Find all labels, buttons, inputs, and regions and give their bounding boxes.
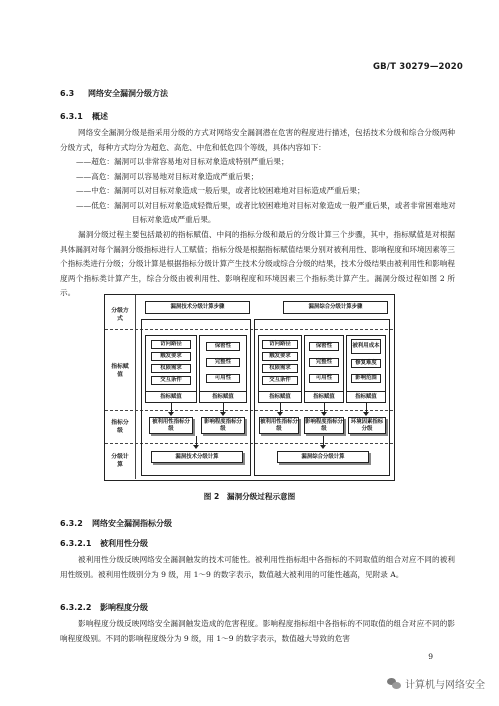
section-title: 概述 xyxy=(92,112,108,121)
arrow-head xyxy=(193,445,199,449)
group-footer: 指标赋值 xyxy=(200,391,246,402)
section-number: 6.3.2.2 xyxy=(60,603,92,612)
right-exploitability-group xyxy=(258,335,302,403)
item-confidentiality: 保密性 xyxy=(206,342,240,351)
arrow-head xyxy=(320,445,326,449)
overview-paragraph-2: 漏洞分级过程主要包括最初的指标赋值、中间的指标分级和最后的分级计算三个步骤，其中，指标赋值是对根据具体漏洞对每个漏洞分级指标进行人工赋值；指标分级是根据指标赋值结果分别对被利用性、影响程度和环境因素等三个指标类进行分级；分级计算是根据指标分级计算产生技术分级或综合分级的结果，技术分级结果由被利用性和影响程度两个指标类计算产生，综合分级由被利用性、影响程度和环境因素三个指标类计算产生。漏洞分级过程如图 2 所示。 xyxy=(60,230,455,298)
group-footer: 指标赋值 xyxy=(305,391,343,402)
exploitability-paragraph: 被利用性分级反映网络安全漏洞触发的技术可能性。被利用性指标组中各指标的不同取值的组合对应不同的被利用性级别。被利用性级别分为 9 级，用 1～9 的数字表示，数值越大被利用的可能性越高，见附录 A。 xyxy=(60,555,455,579)
row-label-assignment: 指标赋值 xyxy=(111,364,129,378)
item-impact-scope: 影响范围 xyxy=(351,374,381,383)
item-exploitation-cost: 被利用成本 xyxy=(351,339,381,354)
group-footer: 指标赋值 xyxy=(347,391,385,402)
comprehensive-method-box: 漏洞综合分级计算步骤 xyxy=(283,301,388,314)
watermark-text: 计算机与网络安全 xyxy=(405,680,485,691)
row-label-method: 分级方式 xyxy=(111,308,129,322)
section-title: 被利用性分级 xyxy=(100,539,148,548)
item-privilege-requirement: 权限需求 xyxy=(262,364,298,373)
left-exploitability-grading-box: 被利用性指标分级 xyxy=(149,417,193,434)
right-environment-group xyxy=(346,335,386,403)
left-impact-grading-box: 影响程度指标分级 xyxy=(201,417,245,434)
left-exploitability-group xyxy=(145,335,197,403)
technical-method-box: 漏洞技术分级计算步骤 xyxy=(145,301,250,314)
figure-divider xyxy=(135,295,136,479)
comprehensive-calculation-box: 漏洞综合分级计算 xyxy=(277,451,369,463)
item-interaction-condition: 交互条件 xyxy=(151,376,191,385)
right-exploitability-grading-box: 被利用性指标分级 xyxy=(259,417,299,434)
level-item-medium: ——中危：漏洞可以对目标对象造成一般后果，或者比较困难地对目标造成严重后果； xyxy=(76,186,365,196)
item-interaction-condition: 交互条件 xyxy=(262,376,298,385)
section-6-3-2-1-heading xyxy=(60,538,148,549)
impact-paragraph: 影响程度分级反映网络安全漏洞触发造成的危害程度。影响程度指标组中各指标的不同取值的组合对应不同的影响程度级别。不同的影响程度级分为 9 级，用 1～9 的数字表示，数值越大导致的危害 xyxy=(60,619,455,643)
row-label-grading: 指标分级 xyxy=(111,420,129,434)
figure-caption: 图 2 漏洞分级过程示意图 xyxy=(203,492,296,501)
section-6-3-heading xyxy=(60,88,168,99)
item-access-path: 访问路径 xyxy=(262,340,298,349)
item-privilege-requirement: 权限需求 xyxy=(151,364,191,373)
section-number: 6.3.2.1 xyxy=(60,539,92,548)
left-impact-group xyxy=(199,335,247,403)
item-confidentiality: 保密性 xyxy=(309,342,339,351)
technical-calculation-box: 漏洞技术分级计算 xyxy=(151,451,243,463)
section-6-3-2-heading xyxy=(60,518,172,529)
level-item-high: ——高危：漏洞可以容易地对目标对象造成严重后果； xyxy=(76,171,259,181)
standard-code: GB/T 30279—2020 xyxy=(372,62,463,72)
section-title: 网络安全漏洞分级方法 xyxy=(88,89,168,98)
grading-process-figure xyxy=(104,294,395,481)
right-impact-group xyxy=(304,335,344,403)
arrow-head xyxy=(363,412,369,416)
wechat-icon xyxy=(387,678,401,690)
level-item-low: ——低危：漏洞可以对目标对象造成轻微后果，或者比较困难地对目标对象造成一般严重后果，或者非常困难地对目标对象造成严重后果。 xyxy=(76,200,456,225)
section-title: 网络安全漏洞指标分级 xyxy=(92,519,172,528)
section-number: 6.3.2 xyxy=(60,519,83,528)
group-footer: 指标赋值 xyxy=(259,391,301,402)
arrow-head xyxy=(220,412,226,416)
watermark xyxy=(387,676,485,691)
overview-paragraph-1: 网络安全漏洞分级是指采用分级的方式对网络安全漏洞潜在危害的程度进行描述，包括技术分级和综合分级两种分级方式，每种方式均分为超危、高危、中危和低危四个等级，具体内容如下： xyxy=(60,128,455,152)
item-availability: 可用性 xyxy=(309,374,339,383)
arrow-head xyxy=(277,412,283,416)
group-footer: 指标赋值 xyxy=(146,391,196,402)
section-number: 6.3 xyxy=(60,89,75,98)
arrow-head xyxy=(168,412,174,416)
item-trigger-requirement: 触发要求 xyxy=(151,352,191,361)
item-availability: 可用性 xyxy=(206,374,240,383)
level-item-critical: ——超危：漏洞可以非常容易地对目标对象造成特别严重后果； xyxy=(76,157,289,166)
section-title: 影响程度分级 xyxy=(100,603,148,612)
item-trigger-requirement: 触发要求 xyxy=(262,352,298,361)
item-integrity: 完整性 xyxy=(206,358,240,367)
item-integrity: 完整性 xyxy=(309,358,339,367)
section-6-3-1-heading xyxy=(60,111,108,122)
item-access-path: 访问路径 xyxy=(151,340,191,349)
row-label-calculation: 分级计算 xyxy=(111,454,129,468)
right-environment-grading-box: 环境因素指标分级 xyxy=(348,417,386,434)
item-fix-difficulty: 修复难度 xyxy=(351,359,381,368)
right-impact-grading-box: 影响程度指标分级 xyxy=(304,417,344,434)
page-number: 9 xyxy=(428,652,433,661)
section-6-3-2-2-heading xyxy=(60,602,148,613)
arrow-head xyxy=(321,412,327,416)
severity-level-list xyxy=(60,155,460,228)
section-number: 6.3.1 xyxy=(60,112,83,121)
